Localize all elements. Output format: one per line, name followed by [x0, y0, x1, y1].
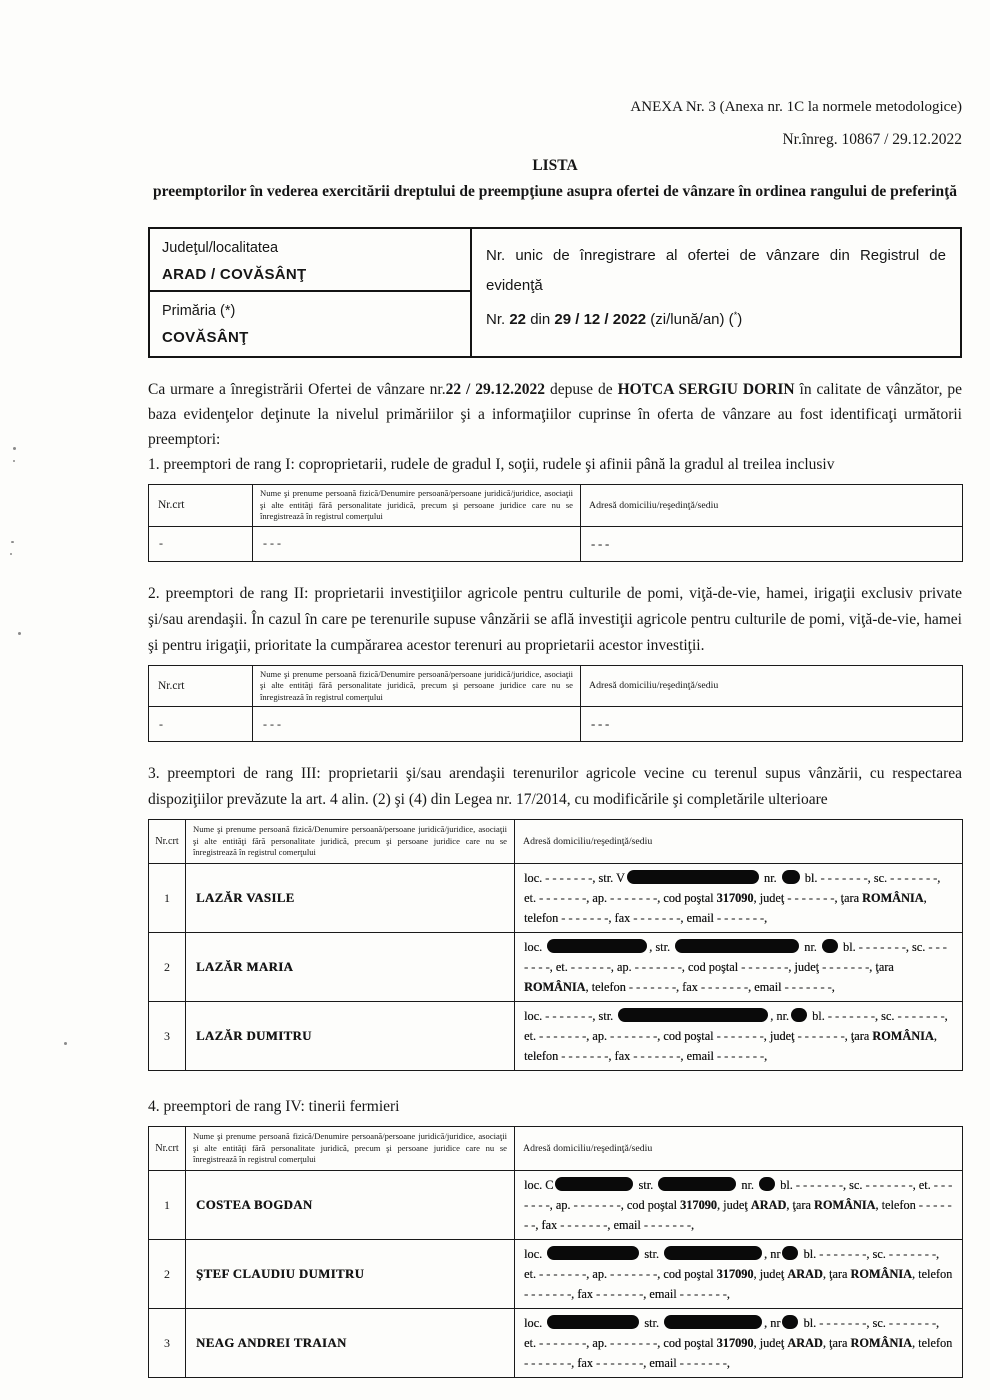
table-header-row [149, 820, 963, 864]
preemptor-name: LAZĂR DUMITRU [186, 1002, 515, 1071]
scan-speck [11, 541, 14, 543]
col-header-address: Adresă domiciliu/reşedinţă/sediu [515, 820, 963, 864]
row-number: 3 [149, 1309, 186, 1378]
preemptor-name: - - - [253, 526, 581, 561]
redaction-bar [547, 1315, 639, 1329]
table-row [149, 933, 963, 1002]
primaria-value: COVĂSÂNŢ [162, 329, 249, 346]
row-number: 1 [149, 864, 186, 933]
redaction-bar [547, 1246, 639, 1260]
col-header-nrcrt: Nr.crt [149, 665, 253, 707]
col-header-address: Adresă domiciliu/reşedinţă/sediu [581, 665, 963, 707]
row-number: - [149, 526, 253, 561]
redaction-bar [664, 1315, 762, 1329]
redaction-bar [782, 1246, 798, 1260]
col-header-nrcrt: Nr.crt [149, 1127, 186, 1171]
preemptor-address: - - - [581, 526, 963, 561]
section-3-heading: 3. preemptori de rang III: proprietarii şi/sau arendaşii terenurilor agricole vecine cu terenul supus vânzării, cu respectarea dispoziţiilor prevăzute la art. 4 alin. (2) şi (4) din Legea nr. 17/2014, cu modificările şi completările ulterioare [148, 765, 962, 808]
table-header-row [149, 1127, 963, 1171]
preemptor-name: NEAG ANDREI TRAIAN [186, 1309, 515, 1378]
row-number: 1 [149, 1171, 186, 1240]
preemptor-name: ŞTEF CLAUDIU DUMITRU [186, 1240, 515, 1309]
redaction-bar [627, 870, 759, 884]
redaction-bar [782, 870, 800, 884]
section-2-heading: 2. preemptori de rang II: proprietarii investiţiilor agricole pentru culturile de pomi, viţă-de-vie, hamei, irigaţii exclusiv private şi/sau arendaşii. În cazul în care pe terenurile supuse vânzării se află investiţii agricole pentru culturile de pomi, viţă-de-vie, hamei şi pentru irigaţii, prioritate la cumpărarea acestor terenuri au proprietarii acestor investiţii. [148, 584, 962, 654]
header-info-table [148, 227, 962, 358]
redaction-bar [618, 1008, 768, 1022]
judet-label: Judeţul/localitatea [162, 240, 279, 256]
col-header-nrcrt: Nr.crt [149, 820, 186, 864]
scan-speck [13, 460, 15, 462]
col-header-address: Adresă domiciliu/reşedinţă/sediu [581, 485, 963, 527]
scan-speck [18, 632, 21, 635]
redaction-bar [782, 1315, 798, 1329]
preemptor-address: loc. str. , nr bl. - - - - - - -, sc. - - - - - - -, et. - - - - - - -, ap. - - - - - - -, cod poştal 317090, judeţ ARAD, ţara ROMÂNIA, telefon - - - - - - -, fax - - - - - - -, email - - - - - - -, [515, 1240, 963, 1309]
row-number: 2 [149, 1240, 186, 1309]
judet-value: ARAD / COVĂSÂNŢ [162, 266, 307, 283]
table-header-row [149, 665, 963, 707]
row-number: - [149, 707, 253, 742]
rank-3-table [148, 819, 963, 1071]
anexa-reference: ANEXA Nr. 3 (Anexa nr. 1C la normele metodologice) [630, 99, 962, 115]
table-header-row [149, 485, 963, 527]
redaction-bar [547, 939, 647, 953]
redaction-bar [555, 1177, 633, 1191]
preemptor-address: loc. str. , nr bl. - - - - - - -, sc. - - - - - - -, et. - - - - - - -, ap. - - - - - - -, cod poştal 317090, judeţ ARAD, ţara ROMÂNIA, telefon - - - - - - -, fax - - - - - - -, email - - - - - - -, [515, 1309, 963, 1378]
col-header-nrcrt: Nr.crt [149, 485, 253, 527]
redaction-bar [791, 1008, 807, 1022]
rank-4-table [148, 1126, 963, 1378]
redaction-bar [822, 939, 838, 953]
preemptor-address: loc. C str. nr. bl. - - - - - - -, sc. - - - - - - -, et. - - - - - - -, ap. - - - - - - -, cod poştal 317090, judeţ ARAD, ţara ROMÂNIA, telefon - - - - - - -, fax - - - - - - -, email - - - - - - -, [515, 1171, 963, 1240]
redaction-bar [759, 1177, 775, 1191]
table-row [149, 864, 963, 933]
rank-2-table [148, 665, 963, 743]
offer-register-number: Nr. 22 din 29 / 12 / 2022 (zi/lună/an) (*) [486, 310, 743, 328]
preemptor-address: - - - [581, 707, 963, 742]
scan-speck [13, 447, 16, 450]
col-header-name: Nume şi prenume persoană fizică/Denumire persoană/persoane juridică/juridice, asociaţii şi alte entităţi fără personalitate juridică, precum şi persoane juridice care nu se înregistrează în registrul comerţului [186, 1127, 515, 1171]
preemptor-name: LAZĂR MARIA [186, 933, 515, 1002]
section-1-heading: 1. preemptori de rang I: coproprietarii, rudele de gradul I, soţii, rudele şi afinii până la gradul al treilea inclusiv [148, 456, 835, 473]
preemptor-address: loc. - - - - - - -, str. V nr. bl. - - - - - - -, sc. - - - - - - -, et. - - - - - - -, ap. - - - - - - -, cod poştal 317090, judeţ - - - - - - -, ţara ROMÂNIA, telefon - - - - - - -, fax - - - - - - -, email - - - - - - -, [515, 864, 963, 933]
registration-number-line: Nr.înreg. 10867 / 29.12.2022 [782, 131, 962, 148]
table-row [149, 526, 963, 561]
document-subtitle: preemptorilor în vederea exercitării dreptului de preempţiune asupra ofertei de vânzare în ordinea rangului de preferinţă [152, 183, 958, 200]
rank-1-table [148, 484, 963, 562]
offer-register-cell [471, 228, 961, 357]
col-header-name: Nume şi prenume persoană fizică/Denumire persoană/persoane juridică/juridice, asociaţii şi alte entităţi fără personalitate juridică, precum şi persoane juridice care nu se înregistrează în registrul comerţului [186, 820, 515, 864]
preemptor-name: - - - [253, 707, 581, 742]
offer-register-label: Nr. unic de înregistrare al ofertei de vânzare din Registrul de evidenţă [486, 247, 946, 294]
col-header-address: Adresă domiciliu/reşedinţă/sediu [515, 1127, 963, 1171]
judet-cell [149, 228, 471, 291]
document-title: LISTA [532, 157, 578, 174]
scan-speck [10, 553, 12, 555]
table-row [149, 1240, 963, 1309]
row-number: 2 [149, 933, 186, 1002]
scan-speck [64, 1042, 67, 1045]
redaction-bar [664, 1246, 762, 1260]
col-header-name: Nume şi prenume persoană fizică/Denumire persoană/persoane juridică/juridice, asociaţii şi alte entităţi fără personalitate juridică, precum şi persoane juridice care nu se înregistrează în registrul comerţului [253, 665, 581, 707]
table-row [149, 1309, 963, 1378]
table-row [149, 1002, 963, 1071]
table-row [149, 707, 963, 742]
preemptor-name: LAZĂR VASILE [186, 864, 515, 933]
preemptor-address: loc. , str. nr. bl. - - - - - - -, sc. - - - - - - -, et. - - - - - -, ap. - - - - - - -, cod poştal - - - - - - -, judeţ - - - - - - -, ţara ROMÂNIA, telefon - - - - - - -, fax - - - - - - -, email - - - - - - -, [515, 933, 963, 1002]
redaction-bar [675, 939, 799, 953]
table-row [149, 1171, 963, 1240]
row-number: 3 [149, 1002, 186, 1071]
intro-paragraph: Ca urmare a înregistrării Ofertei de vânzare nr.22 / 29.12.2022 depuse de HOTCA SERGIU DORIN în calitate de vânzător, pe baza evidenţelor deţinute la nivelul primăriilor şi a informaţiilor cuprinse în oferta de vânzare au fost identificaţi următorii preemptori: [148, 381, 963, 448]
primaria-cell [149, 291, 471, 357]
preemptor-name: COSTEA BOGDAN [186, 1171, 515, 1240]
preemptor-address: loc. - - - - - - -, str. , nr. bl. - - - - - - -, sc. - - - - - - -, et. - - - - - - -, ap. - - - - - - -, cod poştal - - - - - - -, judeţ - - - - - - -, ţara ROMÂNIA, telefon - - - - - - -, fax - - - - - - -, email - - - - - - -, [515, 1002, 963, 1071]
primaria-label: Primăria (*) [162, 303, 236, 319]
section-4-heading: 4. preemptori de rang IV: tinerii fermieri [148, 1098, 400, 1115]
col-header-name: Nume şi prenume persoană fizică/Denumire persoană/persoane juridică/juridice, asociaţii şi alte entităţi fără personalitate juridică, precum şi persoane juridice care nu se înregistrează în registrul comerţului [253, 485, 581, 527]
redaction-bar [658, 1177, 736, 1191]
